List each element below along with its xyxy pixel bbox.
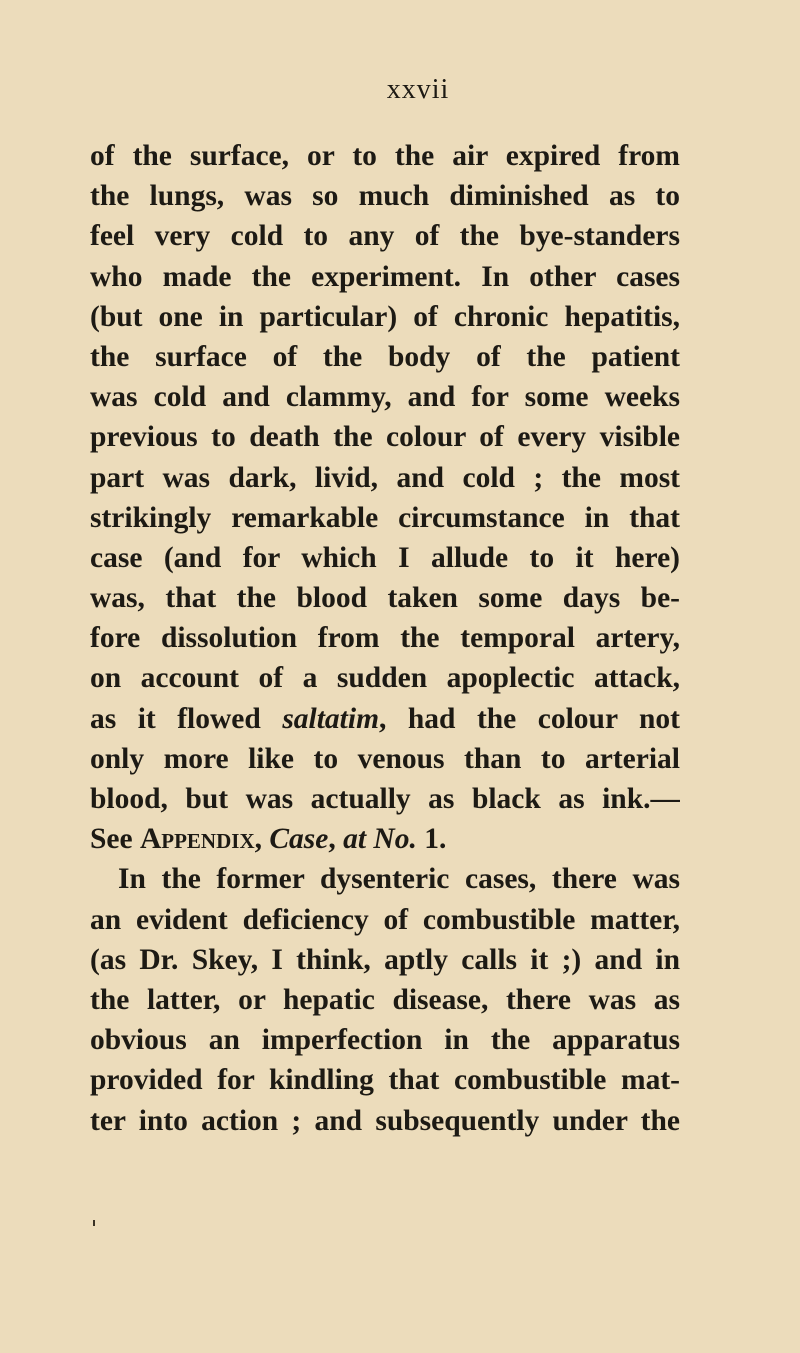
- text-fragment: See: [90, 823, 140, 856]
- text-fragment: ,: [254, 823, 270, 856]
- appendix-label: Appendix: [139, 823, 255, 856]
- page-number: xxvii: [386, 74, 450, 105]
- text-line: In the former dysenteric cases, there was: [118, 863, 680, 896]
- body-text: [90, 136, 680, 1141]
- text-line: the latter, or hepatic disease, there was as: [90, 983, 680, 1016]
- text-line: previous to death the colour of every visible: [90, 421, 680, 454]
- text-line-appendix-reference: [90, 819, 680, 859]
- text-line: case (and for which I allude to it here): [90, 541, 680, 574]
- text-line: the lungs, was so much diminished as to: [90, 180, 680, 213]
- number-label: at No.: [343, 823, 417, 856]
- text-fragment: ,: [328, 823, 344, 856]
- text-line: provided for kindling that combustible mat-: [90, 1064, 680, 1097]
- text-line: obvious an imperfection in the apparatus: [90, 1024, 680, 1057]
- text-line: strikingly remarkable circumstance in that: [90, 501, 680, 534]
- case-label: Case: [269, 823, 329, 856]
- ink-speck: [93, 1220, 95, 1226]
- text-line: feel very cold to any of the bye-standers: [90, 220, 680, 253]
- text-line: part was dark, livid, and cold ; the most: [90, 461, 680, 494]
- text-line: fore dissolution from the temporal artery,: [90, 622, 680, 655]
- italic-term: saltatim: [282, 702, 380, 735]
- text-line: (but one in particular) of chronic hepatitis,: [90, 300, 680, 333]
- text-line: the surface of the body of the patient: [90, 340, 680, 373]
- text-line: only more like to venous than to arterial: [90, 742, 680, 775]
- text-line: blood, but was actually as black as ink.—: [90, 783, 680, 815]
- text-fragment: as it flowed: [90, 702, 283, 735]
- text-line: (as Dr. Skey, I think, aptly calls it ;) and in: [90, 943, 680, 976]
- text-fragment: , had the colour not: [379, 702, 680, 735]
- text-line: of the surface, or to the air expired from: [90, 140, 680, 172]
- text-line: was, that the blood taken some days be-: [90, 582, 680, 615]
- text-line-saltatim: [90, 699, 680, 739]
- text-line: an evident deficiency of combustible matter,: [90, 903, 680, 936]
- text-line: on account of a sudden apoplectic attack,: [90, 662, 680, 695]
- text-line: was cold and clammy, and for some weeks: [90, 381, 680, 414]
- text-line: who made the experiment. In other cases: [90, 260, 680, 293]
- text-fragment: 1.: [416, 823, 447, 856]
- text-line: ter into action ; and subsequently under the: [90, 1104, 680, 1137]
